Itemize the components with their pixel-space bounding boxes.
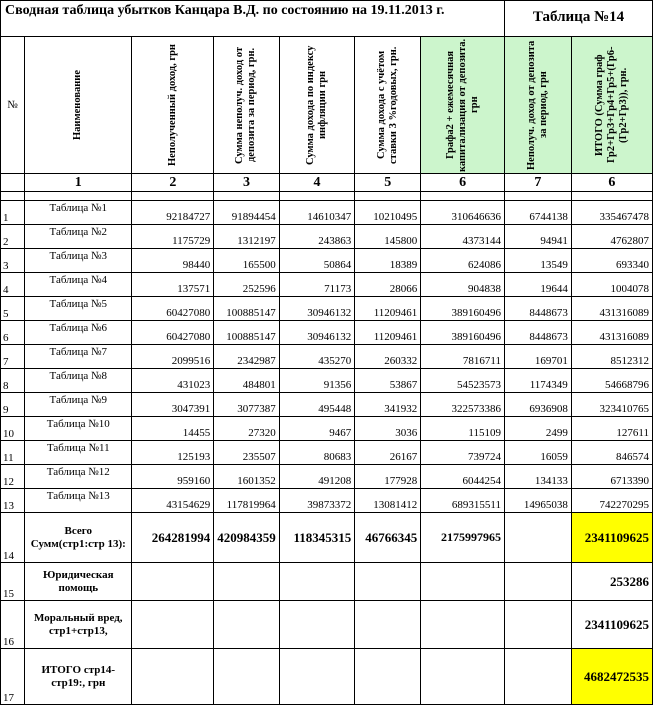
- row-value: 46766345: [355, 513, 421, 563]
- row-value: [132, 563, 214, 601]
- row-value: 491208: [279, 465, 355, 489]
- row-value: 959160: [132, 465, 214, 489]
- table-row: [1, 465, 653, 489]
- row-value: 100885147: [214, 297, 280, 321]
- row-value: 3047391: [132, 393, 214, 417]
- row-value: [505, 513, 572, 563]
- row-value: 137571: [132, 273, 214, 297]
- row-value: 125193: [132, 441, 214, 465]
- row-value: 71173: [279, 273, 355, 297]
- column-number: 2: [132, 174, 214, 192]
- table-title: Сводная таблица убытков Канцара В.Д. по состоянию на 19.11.2013 г.: [1, 1, 505, 37]
- row-value: 94941: [505, 225, 572, 249]
- row-value: 323410765: [571, 393, 652, 417]
- row-value: 30946132: [279, 321, 355, 345]
- row-number: 4: [1, 273, 25, 297]
- row-number: 9: [1, 393, 25, 417]
- row-value: 4373144: [421, 225, 505, 249]
- row-value: 484801: [214, 369, 280, 393]
- row-name: Таблица №5: [25, 297, 132, 321]
- row-name: Таблица №7: [25, 345, 132, 369]
- row-value: 904838: [421, 273, 505, 297]
- row-number: 16: [1, 601, 25, 649]
- row-value: 118345315: [279, 513, 355, 563]
- row-value: 60427080: [132, 297, 214, 321]
- row-value: [355, 649, 421, 705]
- row-value: 134133: [505, 465, 572, 489]
- row-value: 260332: [355, 345, 421, 369]
- row-value: 10210495: [355, 201, 421, 225]
- row-name: Таблица №1: [25, 201, 132, 225]
- header-deposit-lost-income: Сумма неполуч. доход от депозита за период, грн.: [214, 37, 280, 174]
- row-value: [214, 563, 280, 601]
- row-value: 28066: [355, 273, 421, 297]
- table-row: [1, 225, 653, 249]
- row-number: 12: [1, 465, 25, 489]
- row-value: 54668796: [571, 369, 652, 393]
- row-value: 6744138: [505, 201, 572, 225]
- row-value: 6713390: [571, 465, 652, 489]
- summary-row: [1, 649, 653, 705]
- row-name: Всего Сумм(стр1:стр 13):: [25, 513, 132, 563]
- row-value: 92184727: [132, 201, 214, 225]
- row-value: 8448673: [505, 321, 572, 345]
- row-number: 13: [1, 489, 25, 513]
- row-name: Таблица №9: [25, 393, 132, 417]
- row-value: 43154629: [132, 489, 214, 513]
- row-name: Таблица №11: [25, 441, 132, 465]
- row-value: 389160496: [421, 297, 505, 321]
- row-value: 846574: [571, 441, 652, 465]
- row-value: [505, 649, 572, 705]
- row-value: 80683: [279, 441, 355, 465]
- row-value: 2342987: [214, 345, 280, 369]
- row-value: 1175729: [132, 225, 214, 249]
- row-value: 1174349: [505, 369, 572, 393]
- row-value: 115109: [421, 417, 505, 441]
- row-value: 7816711: [421, 345, 505, 369]
- row-value: 8512312: [571, 345, 652, 369]
- row-value: 145800: [355, 225, 421, 249]
- row-value: 18389: [355, 249, 421, 273]
- row-value: 243863: [279, 225, 355, 249]
- row-name: Таблица №2: [25, 225, 132, 249]
- row-value: 2099516: [132, 345, 214, 369]
- row-value: 98440: [132, 249, 214, 273]
- row-value: 235507: [214, 441, 280, 465]
- row-value: 26167: [355, 441, 421, 465]
- row-value: 252596: [214, 273, 280, 297]
- column-number: 4: [279, 174, 355, 192]
- row-number: 14: [1, 513, 25, 563]
- row-value: 169701: [505, 345, 572, 369]
- row-value: 165500: [214, 249, 280, 273]
- row-value: 693340: [571, 249, 652, 273]
- row-name: Таблица №13: [25, 489, 132, 513]
- row-value: [132, 601, 214, 649]
- row-value: 264281994: [132, 513, 214, 563]
- row-number: 8: [1, 369, 25, 393]
- column-number: 3: [214, 174, 280, 192]
- row-value: 100885147: [214, 321, 280, 345]
- row-value: 11209461: [355, 297, 421, 321]
- column-number: 1: [25, 174, 132, 192]
- header-capitalization: Графа2 + ежемесячная капитализация от депозита. грн: [421, 37, 505, 174]
- row-value: 1601352: [214, 465, 280, 489]
- summary-row: [1, 601, 653, 649]
- table-row: [1, 369, 653, 393]
- row-value: 177928: [355, 465, 421, 489]
- row-value: 13549: [505, 249, 572, 273]
- row-name: Таблица №10: [25, 417, 132, 441]
- row-value: [421, 601, 505, 649]
- row-value: 14965038: [505, 489, 572, 513]
- row-value: 389160496: [421, 321, 505, 345]
- total-value: 2341109625: [571, 513, 652, 563]
- row-value: [279, 601, 355, 649]
- row-value: 117819964: [214, 489, 280, 513]
- row-value: 739724: [421, 441, 505, 465]
- row-value: 14610347: [279, 201, 355, 225]
- row-value: 1004078: [571, 273, 652, 297]
- row-value: [421, 563, 505, 601]
- row-value: [355, 563, 421, 601]
- row-value: 2175997965: [421, 513, 505, 563]
- row-name: Таблица №3: [25, 249, 132, 273]
- row-number: 17: [1, 649, 25, 705]
- row-value: 420984359: [214, 513, 280, 563]
- row-value: 39873372: [279, 489, 355, 513]
- table-row: [1, 249, 653, 273]
- table-row: [1, 297, 653, 321]
- row-value: 624086: [421, 249, 505, 273]
- row-name: Моральный вред, стр1+стр13,: [25, 601, 132, 649]
- row-value: [355, 601, 421, 649]
- row-value: 91356: [279, 369, 355, 393]
- column-number: 7: [505, 174, 572, 192]
- row-number: 2: [1, 225, 25, 249]
- table-row: [1, 489, 653, 513]
- row-value: [214, 649, 280, 705]
- row-value: 13081412: [355, 489, 421, 513]
- row-name: Таблица №6: [25, 321, 132, 345]
- row-value: 127611: [571, 417, 652, 441]
- row-name: Таблица №4: [25, 273, 132, 297]
- row-value: [279, 563, 355, 601]
- row-number: 1: [1, 201, 25, 225]
- header-number: №: [1, 37, 25, 174]
- header-inflation-income: Сумма дохода по индексу инфляции грн: [279, 37, 355, 174]
- row-name: Юридическая помощь: [25, 563, 132, 601]
- table-row: [1, 393, 653, 417]
- summary-row: [1, 563, 653, 601]
- header-total: ИТОГО (Сумма граф Гр2+Гр3+Гр4+Гр5+(Гр6-(Гр2+Гр3)), грн.: [571, 37, 652, 174]
- row-value: 341932: [355, 393, 421, 417]
- row-value: 53867: [355, 369, 421, 393]
- table-row: [1, 345, 653, 369]
- row-number: 7: [1, 345, 25, 369]
- row-value: 3077387: [214, 393, 280, 417]
- row-value: [505, 601, 572, 649]
- column-number: 6: [571, 174, 652, 192]
- row-value: 431023: [132, 369, 214, 393]
- row-value: 6936908: [505, 393, 572, 417]
- row-value: 91894454: [214, 201, 280, 225]
- header-lost-income: Неполученный доход, грн: [132, 37, 214, 174]
- row-value: 9467: [279, 417, 355, 441]
- table-row: [1, 273, 653, 297]
- row-value: 322573386: [421, 393, 505, 417]
- row-value: 11209461: [355, 321, 421, 345]
- header-name: Наименование: [25, 37, 132, 174]
- row-value: [505, 563, 572, 601]
- row-value: 6044254: [421, 465, 505, 489]
- column-number: 5: [355, 174, 421, 192]
- row-number: 15: [1, 563, 25, 601]
- row-value: 3036: [355, 417, 421, 441]
- table-row: [1, 417, 653, 441]
- row-value: 4762807: [571, 225, 652, 249]
- spacer-row: [1, 192, 653, 201]
- row-name: Таблица №12: [25, 465, 132, 489]
- row-value: 689315511: [421, 489, 505, 513]
- row-value: 54523573: [421, 369, 505, 393]
- column-number: 6: [421, 174, 505, 192]
- table-row: [1, 441, 653, 465]
- table-number: Таблица №14: [505, 1, 653, 37]
- row-value: 742270295: [571, 489, 652, 513]
- row-number: 11: [1, 441, 25, 465]
- row-number: 5: [1, 297, 25, 321]
- row-value: 14455: [132, 417, 214, 441]
- row-value: 8448673: [505, 297, 572, 321]
- row-value: 495448: [279, 393, 355, 417]
- table-row: [1, 321, 653, 345]
- row-value: 335467478: [571, 201, 652, 225]
- row-value: 27320: [214, 417, 280, 441]
- header-3-percent-income: Сумма дохода с учётом ставки 3 %годовых, грн.: [355, 37, 421, 174]
- row-value: [132, 649, 214, 705]
- table-row: [1, 201, 653, 225]
- row-number: 10: [1, 417, 25, 441]
- row-value: 431316089: [571, 297, 652, 321]
- row-value: 310646636: [421, 201, 505, 225]
- total-value: 2341109625: [571, 601, 652, 649]
- row-number: 6: [1, 321, 25, 345]
- row-name: Таблица №8: [25, 369, 132, 393]
- row-value: 30946132: [279, 297, 355, 321]
- row-value: [214, 601, 280, 649]
- row-name: ИТОГО стр14-стр19:, грн: [25, 649, 132, 705]
- total-value: 4682472535: [571, 649, 652, 705]
- row-value: 1312197: [214, 225, 280, 249]
- summary-row: [1, 513, 653, 563]
- row-value: 2499: [505, 417, 572, 441]
- total-value: 253286: [571, 563, 652, 601]
- row-value: 50864: [279, 249, 355, 273]
- row-value: 431316089: [571, 321, 652, 345]
- row-value: 60427080: [132, 321, 214, 345]
- row-value: 435270: [279, 345, 355, 369]
- row-value: [279, 649, 355, 705]
- column-numbers-row: [1, 174, 653, 192]
- row-value: [421, 649, 505, 705]
- row-value: 19644: [505, 273, 572, 297]
- row-number: 3: [1, 249, 25, 273]
- row-value: 16059: [505, 441, 572, 465]
- header-deposit-period-income: Неполуч. доход от депозита за период, грн: [505, 37, 572, 174]
